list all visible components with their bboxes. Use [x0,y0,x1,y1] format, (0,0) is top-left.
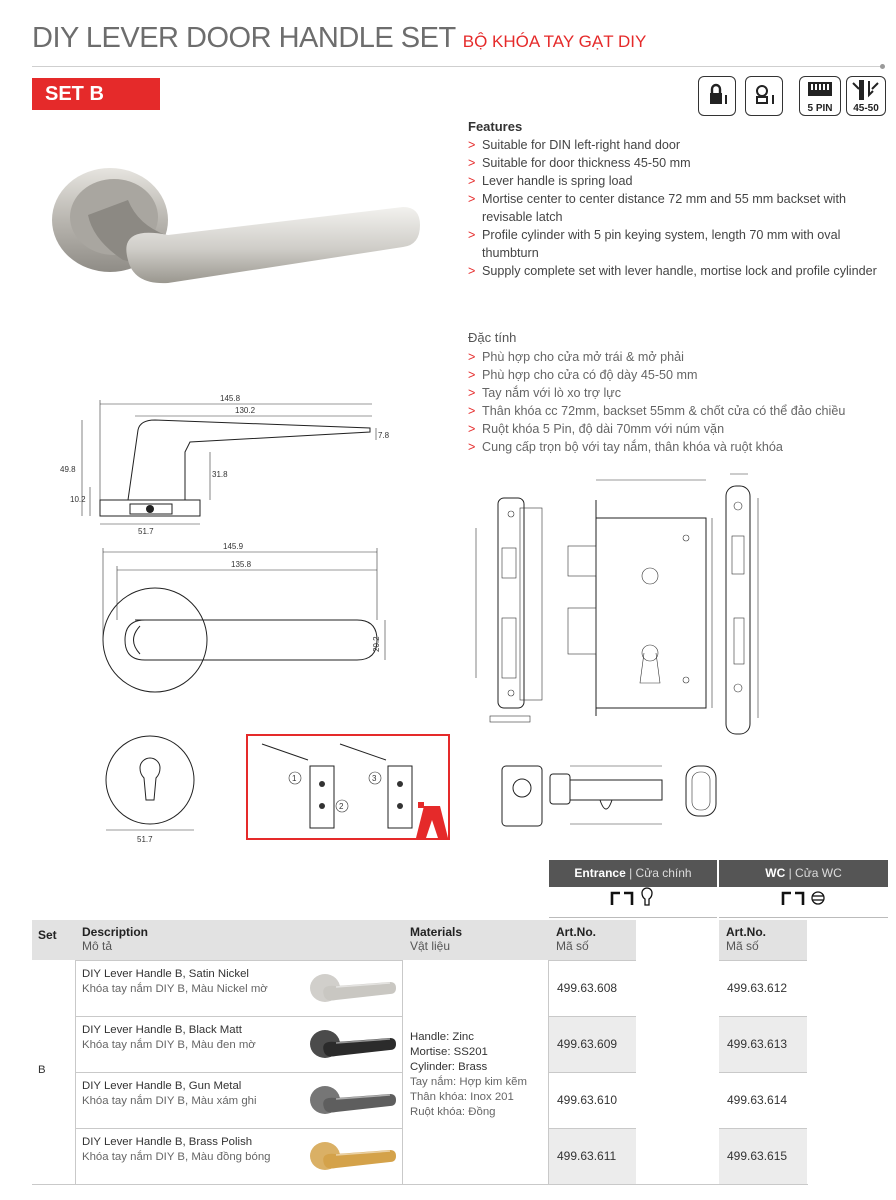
entrance-function-icon [549,887,717,918]
feature-item: > Suitable for door thickness 45-50 mm [468,154,880,172]
row-divider [75,1072,403,1073]
col-materials: Materials Vật liệu [410,925,463,953]
col-artno-wc: Art.No. Mã số [726,925,766,953]
page-title [32,22,646,55]
feature-item: > Mortise center to center distance 72 mm and 55 mm backset with revisable latch [468,190,880,226]
row-divider [719,1016,807,1017]
materials-cell: Handle: Zinc Mortise: SS201 Cylinder: Brass Tay nắm: Hợp kim kẽm Thân khóa: Inox 201 Ruột khóa: Đồng [410,1031,527,1118]
table-row-description: DIY Lever Handle B, Black Matt Khóa tay nắm DIY B, Màu đen mờ [82,1024,256,1051]
wc-lock-icon [745,76,783,116]
table-row-description: DIY Lever Handle B, Gun Metal Khóa tay nắm DIY B, Màu xám ghi [82,1080,257,1107]
entrance-art-no: 499.63.609 [549,1016,636,1072]
col-set: Set [38,928,57,942]
door-thickness-icon [846,76,886,116]
entrance-art-no: 499.63.610 [557,1093,618,1107]
handle-thumbnail [308,1028,398,1062]
set-value: B [38,1064,46,1076]
set-badge: SET B [32,78,160,110]
dim-side-top1: 145.8 [220,394,241,403]
feature-vi-item: > Ruột khóa 5 Pin, độ dài 70mm với núm vặn [468,420,880,438]
row-divider [719,960,807,961]
features-vi-heading: Đặc tính [468,330,517,345]
entrance-art-no: 499.63.611 [549,1128,636,1184]
features-vi-list [468,348,880,456]
wc-art-no: 499.63.613 [719,1016,807,1072]
row-divider [75,1016,403,1017]
entrance-en: Entrance [574,866,626,880]
5pin-label: 5 PIN [807,103,833,114]
row-divider [719,1072,807,1073]
rosette-drawing [100,732,200,848]
dim-rosette: 51.7 [137,835,153,844]
feature-vi-item: > Tay nắm với lò xo trợ lực [468,384,880,402]
handle-thumbnail [308,1140,398,1174]
wc-en: WC [765,866,786,880]
row-divider [549,1016,636,1017]
entrance-vi: Cửa chính [635,866,692,880]
5pin-cylinder-icon [799,76,841,116]
dim-top-top1: 145.9 [223,542,244,551]
step-3: 3 [372,774,377,783]
feature-item: > Profile cylinder with 5 pin keying system, length 70 mm with oval thumbturn [468,226,880,262]
step-2: 2 [339,802,344,811]
handle-thumbnail [308,972,398,1006]
wc-header: WC | Cửa WC [719,860,888,887]
top-view-drawing [95,540,395,700]
row-divider [75,960,403,961]
dim-side-right: 7.8 [378,431,390,440]
wc-vi: Cửa WC [795,866,842,880]
dim-side-left: 49.8 [60,465,76,474]
title-sub: BỘ KHÓA TAY GẠT DIY [462,32,647,51]
side-view-drawing [60,392,390,542]
dim-side-bottom: 51.7 [138,527,154,536]
feature-vi-item: > Phù hợp cho cửa mở trái & mở phải [468,348,880,366]
col-artno-entrance: Art.No. Mã số [556,925,596,953]
row-divider [549,1072,636,1073]
dim-top-right: 20.2 [372,636,381,652]
feature-vi-item: > Phù hợp cho cửa có độ dày 45-50 mm [468,366,880,384]
feature-item: > Lever handle is spring load [468,172,880,190]
wc-art-no: 499.63.615 [719,1128,807,1184]
col-description: Description Mô tả [82,925,149,953]
feature-vi-item: > Cung cấp trọn bộ với tay nắm, thân khóa và ruột khóa [468,438,880,456]
table-row-description: DIY Lever Handle B, Satin Nickel Khóa tay nắm DIY B, Màu Nickel mờ [82,968,268,995]
product-photo [48,165,428,295]
features-heading: Features [468,119,523,134]
dim-side-mid: 31.8 [212,470,228,479]
table-bottom [32,1184,808,1185]
lock-icon [698,76,736,116]
installation-box [246,734,450,840]
dim-side-left2: 10.2 [70,495,86,504]
handle-thumbnail [308,1084,398,1118]
row-divider [549,960,636,961]
title-main: DIY LEVER DOOR HANDLE SET [32,22,456,54]
wc-function-icon [719,887,888,918]
step-1: 1 [292,774,297,783]
row-divider [719,1128,807,1129]
features-list [468,136,880,280]
table-row-description: DIY Lever Handle B, Brass Polish Khóa tay nắm DIY B, Màu đồng bóng [82,1136,271,1163]
cylinder-drawing [500,756,730,842]
feature-vi-item: > Thân khóa cc 72mm, backset 55mm & chốt cửa có thể đảo chiều [468,402,880,420]
feature-item: > Supply complete set with lever handle, mortise lock and profile cylinder [468,262,880,280]
title-divider [32,66,882,67]
dim-side-top2: 130.2 [235,406,256,415]
entrance-header: Entrance | Cửa chính [549,860,717,887]
feature-item: > Suitable for DIN left-right hand door [468,136,880,154]
thickness-label: 45-50 [853,103,879,114]
row-divider [75,1128,403,1129]
entrance-art-no: 499.63.608 [557,981,618,995]
wc-art-no: 499.63.614 [727,1093,788,1107]
mortise-lock-drawing [468,468,778,740]
dim-top-top2: 135.8 [231,560,252,569]
row-divider [549,1128,636,1129]
divider-dot [880,64,885,69]
wc-art-no: 499.63.612 [727,981,788,995]
